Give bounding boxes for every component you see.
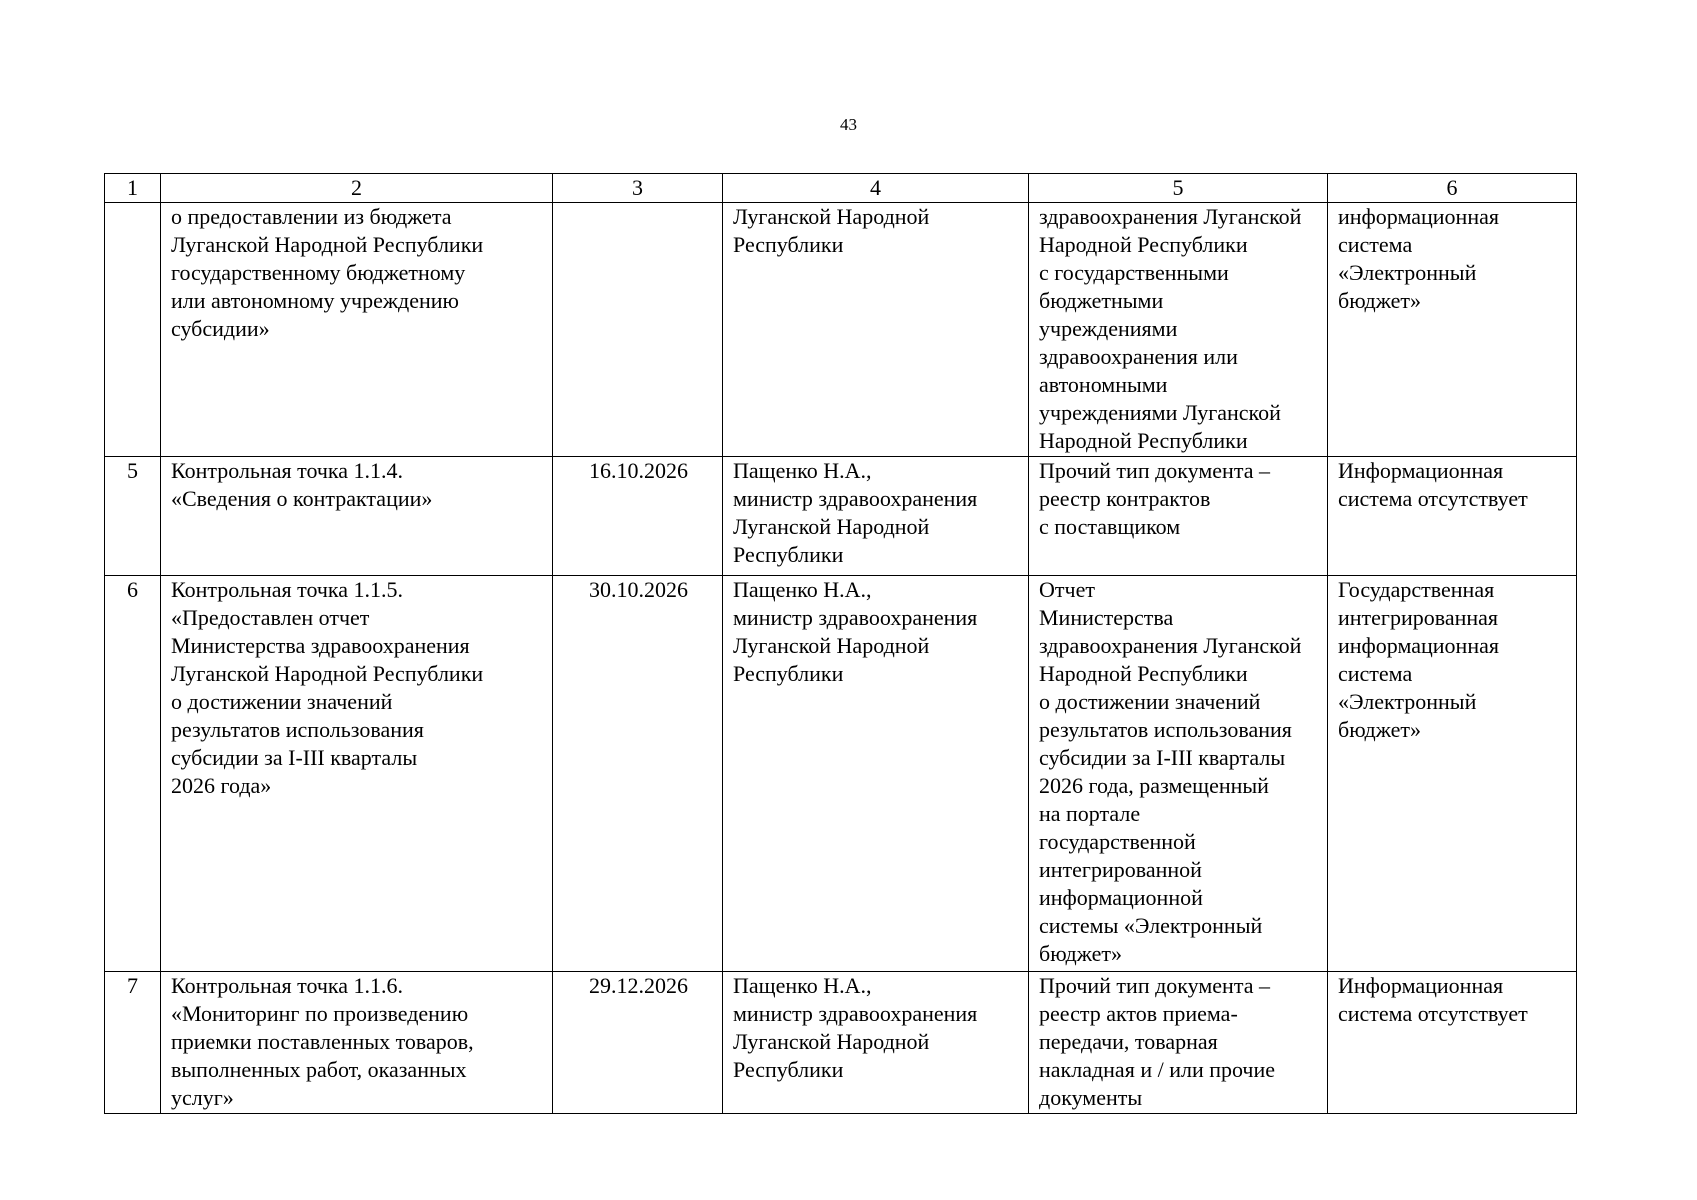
date-cell: 29.12.2026 xyxy=(553,972,723,1114)
column-header: 5 xyxy=(1029,174,1328,203)
date-cell: 16.10.2026 xyxy=(553,457,723,576)
control-point-cell: Контрольная точка 1.1.5. «Предоставлен отчет Министерства здравоохранения Луганской Народной Республики о достижении значений результатов использования субсидии за I-III кварталы 2026 года» xyxy=(161,576,553,972)
control-point-cell: о предоставлении из бюджета Луганской Народной Республики государственному бюджетному или автономному учреждению субсидии» xyxy=(161,203,553,457)
column-header: 1 xyxy=(105,174,161,203)
row-number-cell: 6 xyxy=(105,576,161,972)
row-number-cell: 7 xyxy=(105,972,161,1114)
information-system-cell: Государственная интегрированная информационная система «Электронный бюджет» xyxy=(1328,576,1577,972)
responsible-cell: Пащенко Н.А., министр здравоохранения Луганской Народной Республики xyxy=(723,457,1029,576)
document-cell: Отчет Министерства здравоохранения Луганской Народной Республики о достижении значений результатов использования субсидии за I-III кварталы 2026 года, размещенный на портале государственной интегрированной информационной системы «Электронный бюджет» xyxy=(1029,576,1328,972)
table-row xyxy=(105,203,1577,457)
responsible-cell: Пащенко Н.А., министр здравоохранения Луганской Народной Республики xyxy=(723,576,1029,972)
date-cell: 30.10.2026 xyxy=(553,576,723,972)
document-cell: Прочий тип документа – реестр актов приема- передачи, товарная накладная и / или прочие документы xyxy=(1029,972,1328,1114)
responsible-cell: Пащенко Н.А., министр здравоохранения Луганской Народной Республики xyxy=(723,972,1029,1114)
information-system-cell: Информационная система отсутствует xyxy=(1328,457,1577,576)
information-system-cell: информационная система «Электронный бюджет» xyxy=(1328,203,1577,457)
column-header: 3 xyxy=(553,174,723,203)
table-row xyxy=(105,457,1577,576)
row-number-cell xyxy=(105,203,161,457)
column-header: 6 xyxy=(1328,174,1577,203)
row-number-cell: 5 xyxy=(105,457,161,576)
table-header-row xyxy=(105,174,1577,203)
control-point-cell: Контрольная точка 1.1.6. «Мониторинг по произведению приемки поставленных товаров, выполненных работ, оказанных услуг» xyxy=(161,972,553,1114)
responsible-cell: Луганской Народной Республики xyxy=(723,203,1029,457)
table-row xyxy=(105,576,1577,972)
control-point-cell: Контрольная точка 1.1.4. «Сведения о контрактации» xyxy=(161,457,553,576)
document-cell: Прочий тип документа – реестр контрактов с поставщиком xyxy=(1029,457,1328,576)
page-number: 43 xyxy=(840,115,857,134)
document-cell: здравоохранения Луганской Народной Республики с государственными бюджетными учреждениями здравоохранения или автономными учреждениями Луганской Народной Республики xyxy=(1029,203,1328,457)
date-cell xyxy=(553,203,723,457)
information-system-cell: Информационная система отсутствует xyxy=(1328,972,1577,1114)
control-points-table xyxy=(104,173,1577,1114)
column-header: 4 xyxy=(723,174,1029,203)
column-header: 2 xyxy=(161,174,553,203)
table-row xyxy=(105,972,1577,1114)
